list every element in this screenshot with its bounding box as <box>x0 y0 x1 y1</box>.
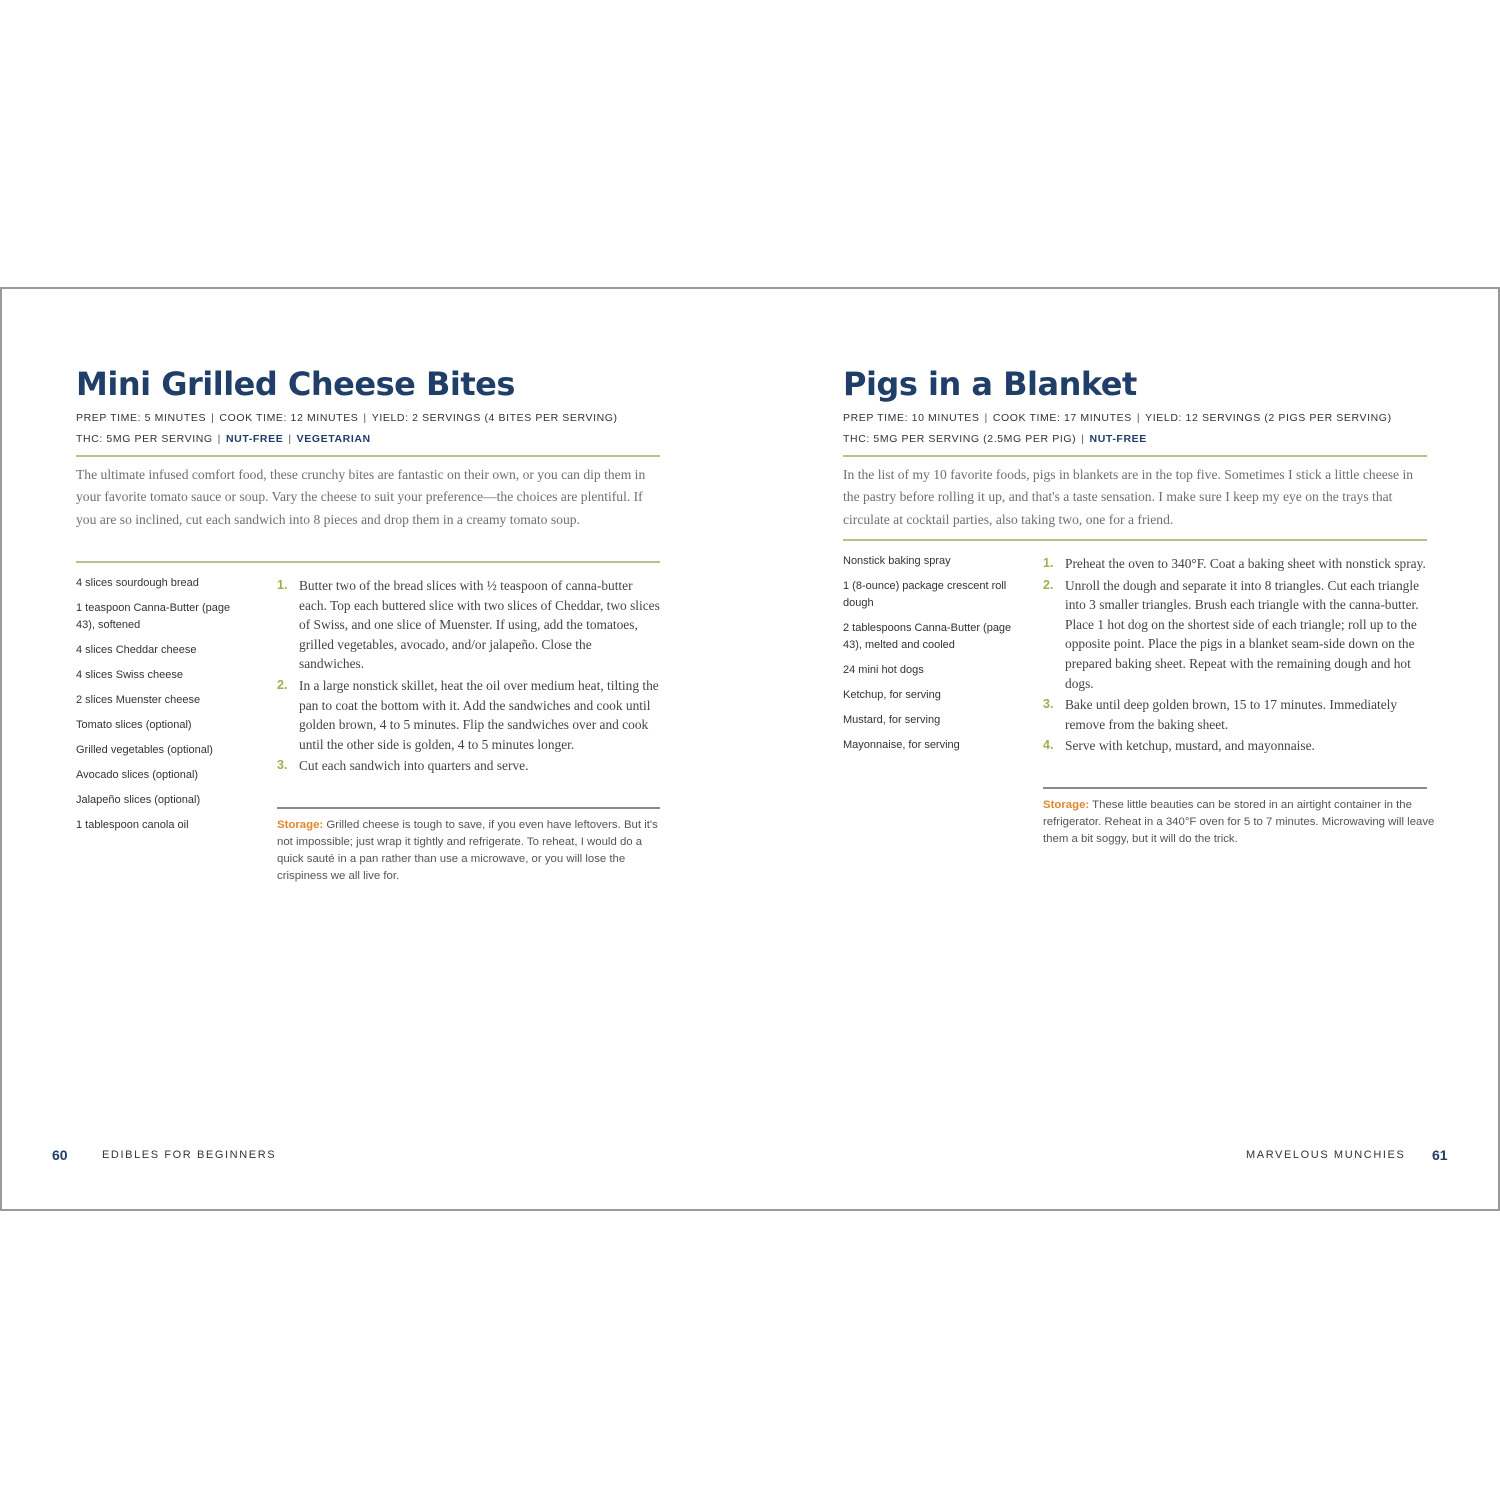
ingredient: Jalapeño slices (optional) <box>76 794 201 806</box>
step-number: 2. <box>277 677 288 692</box>
ingredient: Tomato slices (optional) <box>76 719 192 731</box>
divider <box>76 455 660 457</box>
recipe-meta-tags: THC: 5MG PER SERVING (2.5MG PER PIG) | NUT-FREE <box>843 433 1147 445</box>
storage-label: Storage: <box>277 819 324 831</box>
page-number: 61 <box>1432 1147 1448 1163</box>
page-number: 60 <box>52 1147 68 1163</box>
step-number: 3. <box>277 758 288 773</box>
recipe-meta-times: PREP TIME: 5 MINUTES | COOK TIME: 12 MINUTES | YIELD: 2 SERVINGS (4 BITES PER SERVING) <box>76 412 618 424</box>
step-number: 3. <box>1043 697 1054 712</box>
divider <box>76 561 660 563</box>
running-head: EDIBLES FOR BEGINNERS <box>102 1149 277 1161</box>
ingredient: 4 slices sourdough bread <box>76 577 199 589</box>
right-page <box>750 289 1498 1209</box>
step <box>277 576 660 674</box>
ingredient: Grilled vegetables (optional) <box>76 744 213 756</box>
step <box>277 756 660 776</box>
ingredient: 24 mini hot dogs <box>843 664 924 676</box>
ingredient: 1 tablespoon canola oil <box>76 819 189 831</box>
ingredient: 1 (8-ounce) package crescent roll dough <box>843 580 1007 609</box>
thc-dose: THC: 5MG PER SERVING <box>76 433 213 445</box>
recipe-meta-times: PREP TIME: 10 MINUTES | COOK TIME: 17 MINUTES | YIELD: 12 SERVINGS (2 PIGS PER SERVING) <box>843 412 1392 424</box>
recipe-title: Pigs in a Blanket <box>843 365 1137 403</box>
tag-nut-free: NUT-FREE <box>1089 433 1147 445</box>
recipe-intro: The ultimate infused comfort food, these crunchy bites are fantastic on their own, or you can dip them in your favorite tomato sauce or soup. Vary the cheese to suit your preference—the choices are plentiful. If you are so inclined, cut each sandwich into 8 pieces and drop them in a creamy tomato soup. <box>76 467 646 527</box>
recipe-meta-tags: THC: 5MG PER SERVING | NUT-FREE | VEGETARIAN <box>76 433 371 445</box>
step-text: Cut each sandwich into quarters and serve. <box>299 758 529 774</box>
divider <box>843 539 1427 541</box>
ingredient: 1 teaspoon Canna-Butter (page 43), softened <box>76 602 231 631</box>
step-number: 1. <box>277 578 288 592</box>
step <box>1043 736 1426 756</box>
storage-text: These little beauties can be stored in an airtight container in the refrigerator. Reheat in a 340°F oven for 5 to 7 minutes. Microwaving will leave them a bit soggy, but it will do the trick. <box>1043 799 1435 845</box>
step <box>1043 576 1426 694</box>
step-text: Unroll the dough and separate it into 8 triangles. Cut each triangle into 3 smaller triangles. Brush each triangle with the canna-butter. Place 1 hot dog on the shortest side of each triangle; roll up to the opposite point. Place the pigs in a blanket seam-side down on the prepared baking sheet. Repeat with the remaining dough and hot dogs. <box>1065 577 1420 691</box>
storage-label: Storage: <box>1043 799 1090 811</box>
step-text: In a large nonstick skillet, heat the oil over medium heat, tilting the pan to coat the bottom with it. Add the sandwiches and cook until golden brown, 4 to 5 minutes. Flip the sandwiches over and cook until the other side is golden, 4 to 5 minutes longer. <box>299 677 659 752</box>
divider <box>1043 787 1427 789</box>
prep-time: PREP TIME: 5 MINUTES <box>76 412 207 424</box>
storage-note <box>1043 797 1435 848</box>
ingredient: Mayonnaise, for serving <box>843 739 960 751</box>
step-list <box>1043 554 1426 758</box>
ingredient-list <box>76 575 246 842</box>
ingredient: Avocado slices (optional) <box>76 769 199 781</box>
prep-time: PREP TIME: 10 MINUTES <box>843 412 980 424</box>
recipe-intro: In the list of my 10 favorite foods, pigs in blankets are in the top five. Sometimes I stick a little cheese in the pastry before rolling it up, and that's a taste sensation. I make sure I keep my eye on the trays that circulate at cocktail parties, also taking two, one for a friend. <box>843 467 1414 527</box>
step <box>1043 554 1426 574</box>
yield: YIELD: 12 SERVINGS (2 PIGS PER SERVING) <box>1145 412 1392 424</box>
step-number: 1. <box>1043 556 1054 570</box>
book-spread <box>0 287 1500 1211</box>
thc-dose: THC: 5MG PER SERVING (2.5MG PER PIG) <box>843 433 1077 445</box>
step <box>277 676 660 754</box>
tag-nut-free: NUT-FREE <box>226 433 284 445</box>
cook-time: COOK TIME: 17 MINUTES <box>992 412 1132 424</box>
ingredient: Mustard, for serving <box>843 714 941 726</box>
ingredient: Ketchup, for serving <box>843 689 941 701</box>
step-list <box>277 576 660 778</box>
recipe-title: Mini Grilled Cheese Bites <box>76 365 515 403</box>
running-head: MARVELOUS MUNCHIES <box>1246 1149 1406 1161</box>
storage-text: Grilled cheese is tough to save, if you even have leftovers. But it's not impossible; just wrap it tightly and refrigerate. To reheat, I would do a quick sauté in a pan rather than use a microwave, or you will lose the crispiness we all live for. <box>277 819 658 882</box>
tag-vegetarian: VEGETARIAN <box>296 433 371 445</box>
step-text: Bake until deep golden brown, 15 to 17 minutes. Immediately remove from the baking sheet. <box>1065 697 1398 732</box>
step-number: 4. <box>1043 738 1054 753</box>
ingredient: Nonstick baking spray <box>843 555 951 567</box>
step-number: 2. <box>1043 577 1054 592</box>
yield: YIELD: 2 SERVINGS (4 BITES PER SERVING) <box>371 412 618 424</box>
ingredient: 2 tablespoons Canna-Butter (page 43), melted and cooled <box>843 622 1012 651</box>
ingredient: 4 slices Swiss cheese <box>76 669 183 681</box>
ingredient: 4 slices Cheddar cheese <box>76 644 197 656</box>
step <box>1043 695 1426 734</box>
cook-time: COOK TIME: 12 MINUTES <box>219 412 359 424</box>
divider <box>277 807 660 809</box>
ingredient: 2 slices Muenster cheese <box>76 694 201 706</box>
divider <box>843 455 1427 457</box>
step-text: Butter two of the bread slices with ½ teaspoon of canna-butter each. Top each buttered slice with two slices of Cheddar, two slices of Swiss, and one slice of Muenster. If using, add the tomatoes, grilled vegetables, avocado, and/or jalapeño. Close the sandwiches. <box>299 578 660 672</box>
step-text: Serve with ketchup, mustard, and mayonnaise. <box>1065 738 1315 754</box>
left-page <box>2 289 750 1209</box>
ingredient-list <box>843 553 1013 762</box>
step-text: Preheat the oven to 340°F. Coat a baking sheet with nonstick spray. <box>1065 556 1426 571</box>
storage-note <box>277 817 667 885</box>
